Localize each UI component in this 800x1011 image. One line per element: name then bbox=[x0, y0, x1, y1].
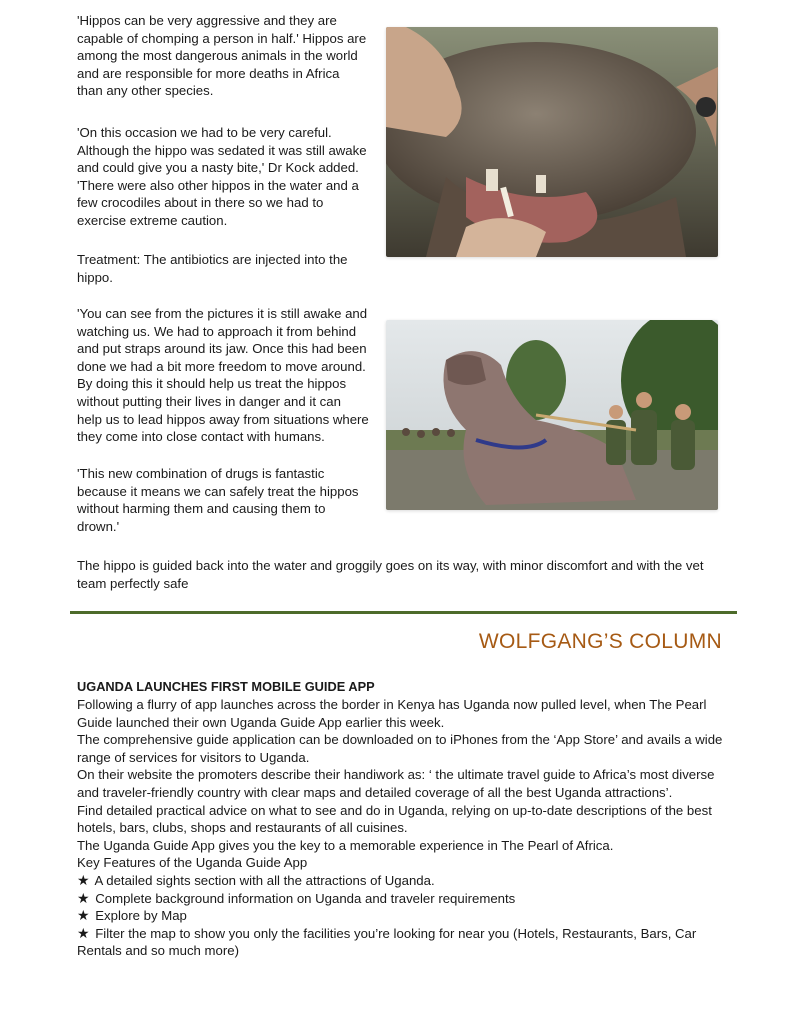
column-title: WOLFGANG’S COLUMN bbox=[478, 630, 722, 653]
article-paragraph-4: 'You can see from the pictures it is still awake and watching us. We had to approach it from behind and put straps around its jaw. Once this had been done we had a bit more freedom to move around. By doing this it should help us treat the hippos without putting their lives in danger and it can help us to lead hippos away from situations where they come into close contact with humans. bbox=[77, 306, 369, 445]
star-icon: ★ bbox=[77, 871, 90, 888]
article-paragraph-6: The hippo is guided back into the water and groggily goes on its way, with minor discomfort and with the vet team perfectly safe bbox=[77, 558, 704, 591]
article-paragraph-1: 'Hippos can be very aggressive and they are capable of chomping a person in half.' Hippos are among the most dangerous animals in the world and are responsible for more deaths in Africa than any other species. bbox=[77, 13, 367, 99]
article-paragraph-3: Treatment: The antibiotics are injected into the hippo. bbox=[77, 252, 348, 285]
feature-item bbox=[77, 925, 727, 960]
feature-item bbox=[77, 872, 727, 890]
section-divider bbox=[70, 611, 737, 614]
feature-item bbox=[77, 890, 727, 908]
column-headline: UGANDA LAUNCHES FIRST MOBILE GUIDE APP bbox=[77, 679, 375, 694]
feature-text: A detailed sights section with all the attractions of Uganda. bbox=[94, 872, 435, 888]
feature-text: Filter the map to show you only the facilities you’re looking for near you (Hotels, Restaurants, Bars, Car Rentals and so much more) bbox=[77, 925, 697, 959]
column-paragraph: Find detailed practical advice on what to see and do in Uganda, relying on up-to-date descriptions of the best hotels, bars, clubs, shops and restaurants of all cuisines. bbox=[77, 802, 712, 836]
feature-text: Explore by Map bbox=[95, 908, 187, 924]
features-heading: Key Features of the Uganda Guide App bbox=[77, 855, 308, 871]
star-icon: ★ bbox=[77, 924, 90, 941]
feature-text: Complete background information on Uganda and traveler requirements bbox=[95, 890, 516, 906]
feature-item bbox=[77, 907, 727, 925]
column-body bbox=[77, 696, 727, 960]
hippo-injection-photo bbox=[386, 27, 718, 257]
star-icon: ★ bbox=[77, 889, 90, 906]
hippo-restraint-photo bbox=[386, 320, 718, 510]
article-paragraph-2: 'On this occasion we had to be very careful. Although the hippo was sedated it was still awake and could give you a nasty bite,' Dr Kock added. 'There were also other hippos in the water and a few crocodiles about in there so we had to exercise extreme caution. bbox=[77, 125, 367, 228]
column-paragraph: The comprehensive guide application can be downloaded on to iPhones from the ‘App Store’ and avails a wide range of services for visitors to Uganda. bbox=[77, 732, 723, 765]
column-paragraph: On their website the promoters describe their handiwork as: ‘ the ultimate travel guide to Africa’s most diverse and traveler-friendly country with clear maps and detailed coverage of all the best Uganda attractions’. bbox=[77, 767, 715, 800]
star-icon: ★ bbox=[77, 907, 90, 924]
column-paragraph: Following a flurry of app launches across the border in Kenya has Uganda now pulled level, when The Pearl Guide launched their own Uganda Guide App earlier this week. bbox=[77, 697, 707, 730]
column-paragraph: The Uganda Guide App gives you the key to a memorable experience in The Pearl of Africa. bbox=[77, 837, 614, 853]
article-paragraph-5: 'This new combination of drugs is fantastic because it means we can safely treat the hippos without harming them and causing them to drown.' bbox=[77, 466, 359, 534]
